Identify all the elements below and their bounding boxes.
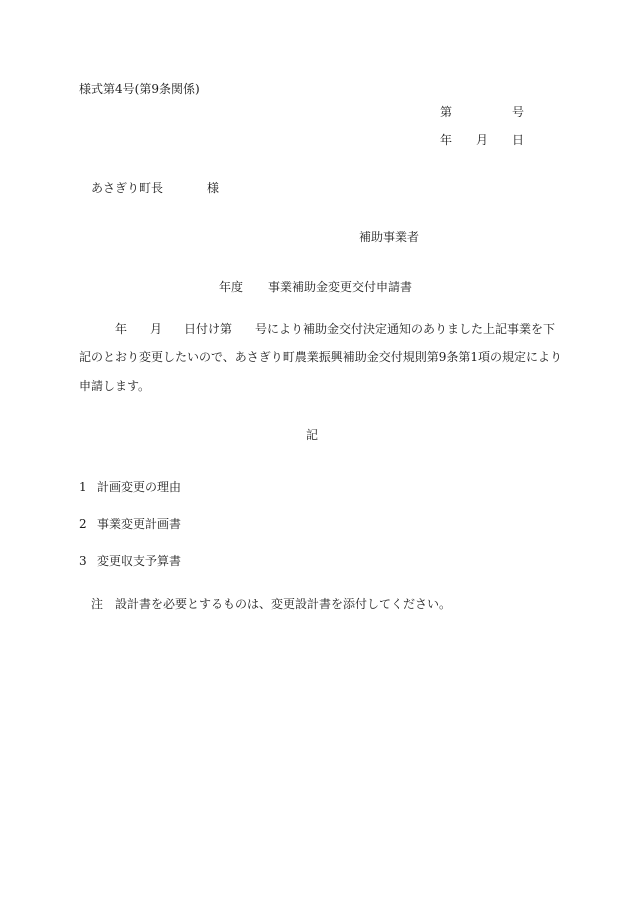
body-line1-year: 年 [115, 322, 128, 336]
body-line1-month: 月 [150, 322, 163, 336]
list-item-number: 1 [79, 480, 87, 494]
body-line1-rest: 号により補助金交付決定通知のありました上記事業を下 [255, 322, 556, 336]
form-number: 様式第4号(第9条関係) [79, 82, 200, 96]
record-mark: 記 [306, 428, 319, 442]
list-item-text: 事業変更計画書 [97, 517, 182, 531]
addressee-name: あさぎり町長 [91, 181, 164, 195]
list-item-text: 計画変更の理由 [97, 480, 182, 494]
list-item-number: 3 [79, 554, 87, 568]
body-line1-date: 日付け第 [184, 322, 233, 336]
body-line2: 記のとおり変更したいので、あさぎり町農業振興補助金交付規則第9条第1項の規定により [79, 350, 563, 364]
list-item-text: 変更収支予算書 [97, 554, 182, 568]
list-item-number: 2 [79, 517, 87, 531]
document-number-suffix: 号 [512, 105, 525, 119]
date-year-label: 年 [440, 133, 453, 147]
note-text: 設計書を必要とするものは、変更設計書を添付してください。 [115, 597, 452, 611]
document-title: 事業補助金変更交付申請書 [268, 280, 413, 294]
document-number-prefix: 第 [440, 105, 453, 119]
applicant-label: 補助事業者 [359, 230, 420, 244]
addressee-honorific: 様 [207, 181, 220, 195]
note-label: 注 [91, 597, 104, 611]
date-day-label: 日 [512, 133, 525, 147]
date-month-label: 月 [476, 133, 489, 147]
title-year-label: 年度 [219, 280, 244, 294]
body-line3: 申請します。 [79, 379, 151, 393]
